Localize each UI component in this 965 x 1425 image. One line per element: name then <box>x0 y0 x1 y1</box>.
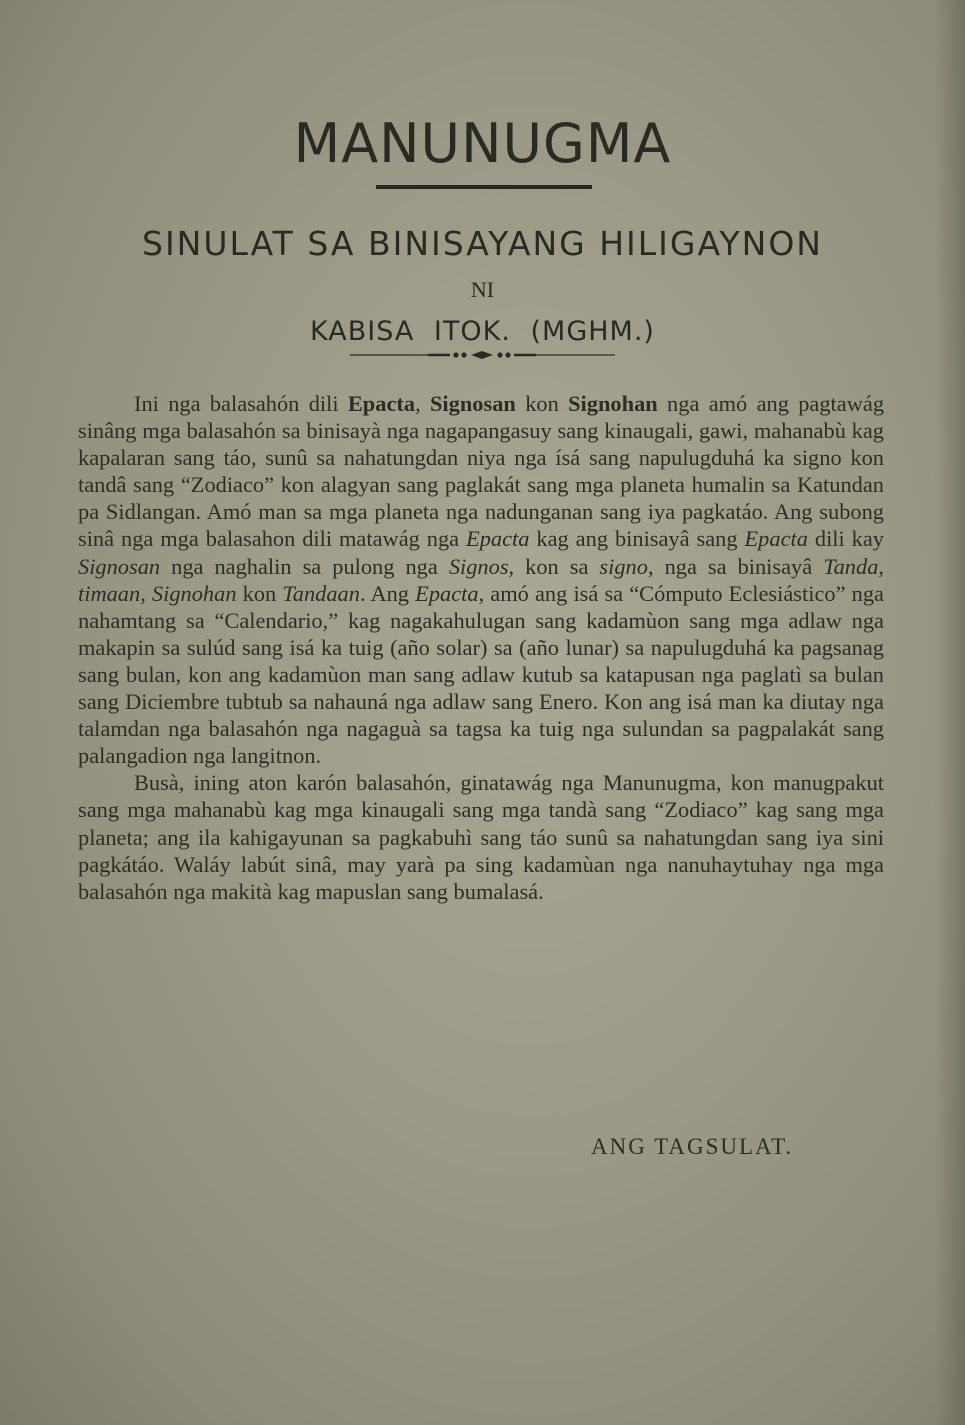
italic-term: Epacta <box>466 526 530 552</box>
paragraph-2: Busà, ining aton karón balasahón, ginatawág nga Manunugma, kon manugpakut sang mga mahanabù kag mga kinaugali sang mga tandà sang “Zodiaco” kag sang mga planeta; ang ila kahigayunan sa pagkabuhì sang táo sunû sa nahatungdan sang iya sini pagkátáo. Waláy labút sinâ, may yarà pa sing kadamùan nga nanuhaytuhay nga mga balasahón nga makità kag mapuslan sang bumalasá. <box>78 770 884 904</box>
title-underline <box>376 185 592 189</box>
text-run: nga naghalin sa pulong nga <box>160 553 449 579</box>
divider-ornament <box>350 348 615 362</box>
text-run: kon <box>236 580 283 606</box>
italic-term: Tandaan <box>282 580 360 606</box>
italic-term: Epacta <box>415 580 479 606</box>
page-subtitle: SINULAT SA BINISAYANG HILIGAYNON <box>142 224 823 263</box>
by-line: NI <box>470 277 495 302</box>
author-name: KABISA ITOK. (MGHM.) <box>310 316 655 347</box>
term-epacta: Epacta <box>347 391 416 416</box>
text-run: , amó ang isá sa “Cómputo Eclesiástico” nga nahamtang sa “Calendario,” kag nagakahulugan sang kadamùon sang mga adlaw nga makapin sa sulúd sang isá ka tuig (año solar) sa (año lunar) sa napulugduhá ka pagsanag sang bulan, kon ang kadamùon man sang adlaw kutub sa katapusan nga paglatì sa bulan sang Diciembre tubtub sa nahauná nga adlaw sang Enero. Kon ang isá man ka diutay nga talamdan nga balasahón nga nagaguà sa tagsa ka tuig nga sulundan sa pagpalakát sang palangadion nga langitnon. <box>78 580 884 769</box>
italic-term: Signos <box>448 553 509 579</box>
italic-term: signo <box>599 553 648 579</box>
page-title: MANUNUGMA <box>293 112 672 175</box>
term-signohan: Signohan <box>568 391 658 416</box>
text-run: , kon sa <box>508 553 600 579</box>
italic-term: Tanda, timaan, Signohan <box>78 553 884 606</box>
text-run: dili kay <box>807 526 884 552</box>
text-run: nga amó ang pagtawág sinâng mga balasahón sa binisayà nga nagapangasuy sang kinaugali, gawi, mahanabù kag kapalaran sang táo, sunû sa nahatungdan niya nga ísá sang napulugduhá ka signo kon tandâ sang “Zodiaco” kon alagyan sang paglakát sang mga planeta humalin sa Katundan pa Sidlangan. Amó man sa mga planeta nga nadunganan sang iya pagkatáo. Ang subong sinâ nga mga balasahon dili matawág nga <box>78 391 885 552</box>
body-text <box>78 390 884 905</box>
italic-term: Signosan <box>78 553 161 579</box>
term-signosan: Signosan <box>429 391 516 416</box>
italic-term: Epacta <box>744 526 808 552</box>
text-run: kag ang binisayâ sang <box>529 526 745 552</box>
paragraph-1 <box>78 390 884 769</box>
text-run: Ini nga balasahón dili <box>134 391 348 416</box>
page-edge-shadow <box>935 0 965 1425</box>
text-run: , nga sa binisayâ <box>647 553 824 579</box>
signature: ANG TAGSULAT. <box>591 1134 794 1159</box>
text-run: kon <box>515 391 569 416</box>
text-run: , <box>415 391 430 416</box>
text-run: . Ang <box>359 580 416 606</box>
